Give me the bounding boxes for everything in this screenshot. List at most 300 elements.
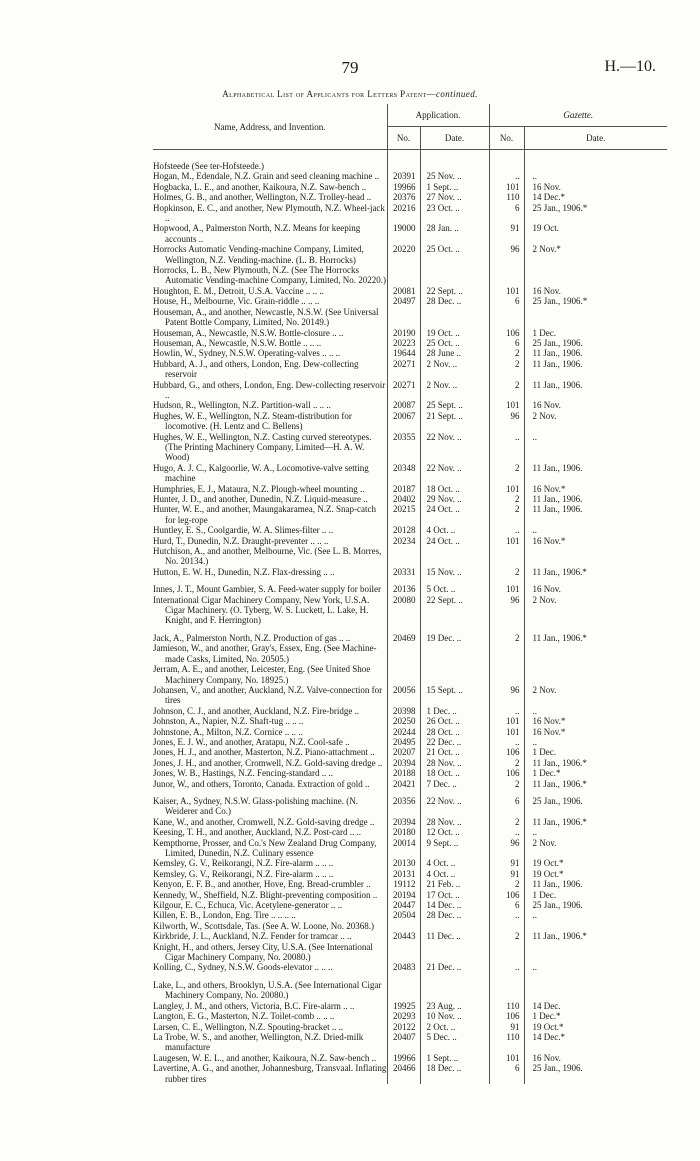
gazette-date-cell: 11 Jan., 1906.*	[532, 816, 587, 827]
application-date-cell: 22 Nov. ..	[420, 796, 489, 817]
application-number-cell: 20402	[387, 494, 420, 504]
section-spacer	[153, 577, 667, 584]
application-number-cell: 20443	[387, 931, 420, 941]
applicant-name-cell: Kilworth, W., Scottsdale, Tas. (See A. W. Loone, No. 20368.)	[153, 921, 387, 931]
gazette-date-cell: 14 Dec.*	[532, 192, 565, 203]
gazette-date-cell: ..	[532, 171, 537, 182]
table-row	[153, 307, 667, 328]
gazette-number-cell: 2	[489, 504, 524, 525]
application-number-cell: 20394	[387, 817, 420, 827]
gazette-number-cell: 101	[489, 484, 524, 494]
application-number-cell: 20348	[387, 463, 420, 484]
gazette-number-cell: 2	[489, 931, 524, 941]
table-row	[153, 380, 667, 401]
gazette-number-cell: 91	[489, 1022, 524, 1032]
applicant-name-cell: Kemsley, G. V., Reikorangi, N.Z. Fire-alarm .. .. ..	[153, 858, 387, 868]
application-number-cell	[387, 664, 420, 685]
application-date-cell: 27 Nov. ..	[420, 192, 489, 202]
gazette-number-cell: ..	[489, 171, 524, 181]
gazette-date-cell: 11 Jan., 1906.*	[532, 757, 587, 768]
applicant-name-cell: Humphries, E. J., Mataura, N.Z. Plough-wheel mounting ..	[153, 484, 387, 494]
gazette-number-cell: 101	[489, 727, 524, 737]
application-date-cell: 22 Sept. ..	[420, 595, 489, 626]
section-spacer	[153, 789, 667, 796]
application-number-cell: 20216	[387, 203, 420, 224]
table-row	[153, 359, 667, 380]
gazette-number-cell: ..	[489, 910, 524, 920]
gazette-number-cell: 2	[489, 348, 524, 358]
gazette-number-cell: 91	[489, 869, 524, 879]
gazette-date-cell: ..	[532, 962, 537, 973]
table-row	[153, 223, 667, 244]
page-title: Alphabetical List of Applicants for Letters Patent—continued.	[222, 89, 478, 99]
application-date-cell: 19 Oct. ..	[420, 328, 489, 338]
table-row	[153, 536, 667, 546]
gazette-date-cell	[524, 921, 667, 931]
gazette-number-cell	[489, 307, 524, 328]
gazette-number-cell: 2	[489, 879, 524, 889]
gazette-number-cell	[489, 546, 524, 567]
table-row	[153, 685, 667, 706]
applicant-name-cell: Langley, J. M., and others, Victoria, B.C. Fire-alarm .. ..	[153, 1001, 387, 1011]
table-body	[153, 150, 667, 1084]
table-row	[153, 931, 667, 941]
gazette-number-cell: ..	[489, 706, 524, 716]
application-date-cell	[420, 921, 489, 931]
application-number-cell: 20398	[387, 706, 420, 716]
application-date-cell: 28 June ..	[420, 348, 489, 358]
table-row	[153, 910, 667, 920]
applicant-name-cell: Kempthorne, Prosser, and Co.'s New Zealand Drug Company, Limited, Dunedin, N.Z. Culinary essence	[153, 838, 387, 859]
applicants-table	[153, 104, 667, 1084]
application-number-cell	[387, 161, 420, 171]
column-header-name: Name, Address, and Invention.	[153, 104, 387, 150]
gazette-date-cell: 16 Nov.	[532, 400, 561, 411]
gazette-date-cell: 25 Jan., 1906.	[532, 900, 583, 911]
applicant-name-cell: Johansen, V., and another, Auckland, N.Z. Valve-connection for tires	[153, 685, 387, 706]
applicant-name-cell: Jones, W. B., Hastings, N.Z. Fencing-standard .. ..	[153, 768, 387, 778]
table-row	[153, 921, 667, 931]
gazette-date-cell: 11 Jan., 1906.*	[532, 931, 587, 942]
gazette-date-cell: 19 Oct.*	[532, 868, 564, 879]
application-date-cell: 26 Oct. ..	[420, 716, 489, 726]
gazette-number-cell: ..	[489, 525, 524, 535]
application-date-cell	[420, 546, 489, 567]
gazette-number-cell: 6	[489, 900, 524, 910]
applicants-table-wrap	[153, 104, 667, 1084]
application-number-cell: 20128	[387, 525, 420, 535]
gazette-number-cell: ..	[489, 432, 524, 463]
application-number-cell: 19112	[387, 879, 420, 889]
gazette-number-cell: 2	[489, 359, 524, 380]
application-number-cell: 20087	[387, 400, 420, 410]
applicant-name-cell: Hudson, R., Wellington, N.Z. Partition-wall .. .. ..	[153, 400, 387, 410]
gazette-date-cell: 16 Nov.*	[532, 483, 566, 494]
application-date-cell: 12 Oct. ..	[420, 827, 489, 837]
gazette-date-cell: 11 Jan., 1906.	[532, 504, 583, 515]
table-row	[153, 348, 667, 358]
applicant-name-cell: Jamieson, W., and another, Gray's, Essex, Eng. (See Machine-made Casks, Limited, No. 20505.)	[153, 643, 387, 664]
application-number-cell: 19966	[387, 1053, 420, 1063]
gazette-date-cell: 1 Dec.	[532, 327, 556, 338]
application-number-cell: 20080	[387, 595, 420, 626]
gazette-date-cell: 11 Jan., 1906.*	[532, 566, 587, 577]
gazette-number-cell: 106	[489, 768, 524, 778]
gazette-date-cell: 14 Dec.*	[532, 1031, 565, 1042]
gazette-number-cell: 96	[489, 244, 524, 265]
gazette-date-cell: 16 Nov.*	[532, 716, 566, 727]
gazette-date-cell: 2 Nov.	[532, 837, 557, 848]
application-date-cell: 11 Dec. ..	[420, 931, 489, 941]
gazette-date-cell: 19 Oct.	[532, 223, 559, 234]
application-number-cell: 20067	[387, 411, 420, 432]
gazette-date-cell: ..	[532, 705, 537, 716]
application-date-cell: 28 Dec. ..	[420, 910, 489, 920]
gazette-date-cell: 16 Nov.	[532, 1052, 561, 1063]
application-date-cell: 22 Dec. ..	[420, 737, 489, 747]
column-header-application-date: Date.	[420, 127, 489, 150]
table-row	[153, 567, 667, 577]
table-row	[153, 1001, 667, 1011]
gazette-date-cell: 16 Nov.*	[532, 726, 566, 737]
application-number-cell: 19966	[387, 182, 420, 192]
applicant-name-cell: La Trobe, W. S., and another, Wellington, N.Z. Dried-milk manufacture	[153, 1032, 387, 1053]
table-row	[153, 504, 667, 525]
application-date-cell: 18 Oct. ..	[420, 768, 489, 778]
gazette-date-cell: 25 Jan., 1906.*	[532, 202, 588, 213]
application-number-cell: 20376	[387, 192, 420, 202]
gazette-date-cell: ..	[532, 827, 537, 838]
title-continued: continued.	[436, 89, 478, 99]
document-reference: H.—10.	[604, 58, 656, 75]
applicant-name-cell: Horrocks, L. B., New Plymouth, N.Z. (See The Horrocks Automatic Vending-machine Company, Limited, No. 20220.)	[153, 265, 386, 286]
table-row	[153, 890, 667, 900]
application-date-cell: 1 Dec. ..	[420, 706, 489, 716]
gazette-date-cell: ..	[532, 431, 537, 442]
application-number-cell: 20504	[387, 910, 420, 920]
gazette-date-cell: 1 Dec.	[532, 889, 556, 900]
gazette-date-cell: 1 Dec.*	[532, 768, 561, 779]
application-date-cell: 1 Sept. ..	[420, 1053, 489, 1063]
application-number-cell: 20187	[387, 484, 420, 494]
applicant-name-cell: Hogbacka, L. E., and another, Kaikoura, N.Z. Saw-bench ..	[153, 182, 387, 192]
page-number: 79	[341, 58, 359, 77]
gazette-date-cell	[524, 664, 667, 685]
gazette-date-cell: ..	[532, 910, 537, 921]
application-date-cell: 29 Nov. ..	[420, 494, 489, 504]
application-date-cell: 14 Dec. ..	[420, 900, 489, 910]
applicant-name-cell: Hugo, A. J. C., Kalgoorlie, W. A., Locomotive-valve setting machine	[153, 463, 387, 484]
applicant-name-cell: Lake, L., and others, Brooklyn, U.S.A. (See International Cigar Machinery Company, No. 20080.)	[153, 980, 387, 1001]
application-date-cell	[420, 980, 489, 1001]
application-date-cell: 18 Dec. ..	[420, 1063, 489, 1084]
gazette-number-cell: 106	[489, 747, 524, 757]
gazette-date-cell: 2 Nov.	[532, 684, 557, 695]
gazette-number-cell: 101	[489, 584, 524, 594]
applicant-name-cell: Hurd, T., Dunedin, N.Z. Draught-preventer .. .. ..	[153, 536, 387, 546]
table-row	[153, 192, 667, 202]
table-row	[153, 858, 667, 868]
application-number-cell: 20122	[387, 1022, 420, 1032]
application-date-cell: 18 Oct. ..	[420, 484, 489, 494]
applicant-name-cell: Horrocks Automatic Vending-machine Company, Limited, Wellington, N.Z. Vending-machine. (L. B. Horrocks)	[153, 244, 387, 265]
application-date-cell: 28 Nov. ..	[420, 817, 489, 827]
applicant-name-cell: Hopwood, A., Palmerston North, N.Z. Means for keeping accounts ..	[153, 223, 387, 244]
gazette-number-cell	[489, 921, 524, 931]
gazette-date-cell: ..	[532, 525, 537, 536]
application-number-cell: 20131	[387, 869, 420, 879]
gazette-number-cell: 106	[489, 1011, 524, 1021]
gazette-date-cell: 14 Dec.	[532, 1000, 561, 1011]
gazette-date-cell: 16 Nov.	[532, 584, 561, 595]
applicant-name-cell: Hubbard, G., and others, London, Eng. Dew-collecting reservoir ..	[153, 379, 386, 400]
gazette-date-cell: 25 Jan., 1906.	[532, 795, 583, 806]
gazette-number-cell: 91	[489, 858, 524, 868]
application-number-cell: 20421	[387, 779, 420, 789]
gazette-date-cell: ..	[532, 736, 537, 747]
application-date-cell	[420, 161, 489, 171]
gazette-number-cell: 2	[489, 758, 524, 768]
application-number-cell: 20495	[387, 737, 420, 747]
application-number-cell: 20215	[387, 504, 420, 525]
applicant-name-cell: Innes, J. T., Mount Gambier, S. A. Feed-water supply for boiler	[153, 584, 387, 594]
table-row	[153, 643, 667, 664]
gazette-number-cell: 96	[489, 685, 524, 706]
application-date-cell: 25 Nov. ..	[420, 171, 489, 181]
gazette-date-cell: 25 Jan., 1906.*	[532, 296, 588, 307]
gazette-date-cell: 16 Nov.	[532, 285, 561, 296]
applicant-name-cell: Holmes, G. B., and another, Wellington, N.Z. Trolley-head ..	[153, 192, 387, 202]
gazette-number-cell	[489, 643, 524, 664]
gazette-number-cell: 96	[489, 411, 524, 432]
gazette-number-cell: 101	[489, 182, 524, 192]
gazette-date-cell: 11 Jan., 1906.	[532, 879, 583, 890]
application-number-cell: 20355	[387, 432, 420, 463]
table-row	[153, 328, 667, 338]
application-date-cell: 15 Sept. ..	[420, 685, 489, 706]
table-row	[153, 716, 667, 726]
table-row	[153, 296, 667, 306]
table-row	[153, 286, 667, 296]
application-number-cell: 20271	[387, 380, 420, 401]
table-header	[153, 104, 667, 150]
application-number-cell: 20356	[387, 796, 420, 817]
gazette-date-cell: 16 Nov.*	[532, 535, 566, 546]
gazette-number-cell: ..	[489, 737, 524, 747]
applicant-name-cell: Johnson, C. J., and another, Auckland, N.Z. Fire-bridge ..	[153, 706, 387, 716]
applicant-name-cell: Hunter, W. E., and another, Maungakaramea, N.Z. Snap-catch for leg-rope	[153, 504, 387, 525]
applicant-name-cell: Hogan, M., Edendale, N.Z. Grain and seed cleaning machine ..	[153, 171, 387, 181]
application-date-cell: 1 Sept. ..	[420, 182, 489, 192]
table-row	[153, 838, 667, 859]
section-spacer	[153, 626, 667, 633]
application-date-cell: 22 Nov. ..	[420, 432, 489, 463]
application-date-cell: 25 Oct. ..	[420, 338, 489, 348]
applicant-name-cell: Kemsley, G. V., Reikorangi, N.Z. Fire-alarm .. .. ..	[153, 869, 387, 879]
application-number-cell: 19644	[387, 348, 420, 358]
application-number-cell: 20250	[387, 716, 420, 726]
application-number-cell	[387, 265, 420, 286]
gazette-number-cell	[489, 942, 524, 963]
applicant-name-cell: Lavertine, A. G., and another, Johannesburg, Transvaal. Inflating rubber tires	[153, 1063, 387, 1084]
application-number-cell: 20130	[387, 858, 420, 868]
section-spacer	[153, 150, 667, 162]
applicant-name-cell: Huntley, E. S., Coolgardie, W. A. Slimes-filter .. ..	[153, 525, 387, 535]
gazette-date-cell: 1 Dec.	[532, 747, 556, 758]
applicant-name-cell: Houghton, E. M., Detroit, U.S.A. Vaccine .. .. ..	[153, 286, 387, 296]
gazette-number-cell: 6	[489, 1063, 524, 1084]
table-row	[153, 338, 667, 348]
table-row	[153, 411, 667, 432]
table-row	[153, 942, 667, 963]
table-row	[153, 796, 667, 817]
column-group-application: Application.	[387, 104, 489, 127]
gazette-date-cell: 1 Dec.*	[532, 1011, 561, 1022]
gazette-date-cell: 16 Nov.	[532, 181, 561, 192]
application-date-cell: 5 Oct. ..	[420, 584, 489, 594]
applicant-name-cell: Hutchison, A., and another, Melbourne, Vic. (See L. B. Morres, No. 20134.)	[153, 546, 387, 567]
table-row	[153, 1022, 667, 1032]
table-row	[153, 161, 667, 171]
gazette-date-cell	[524, 643, 667, 664]
applicant-name-cell: International Cigar Machinery Company, New York, U.S.A. Cigar Machinery. (O. Tyberg, W. S. Luckett, L. Lake, H. Knight, and F. Herrington)	[153, 595, 387, 626]
application-number-cell: 20194	[387, 890, 420, 900]
applicant-name-cell: Kenyon, E. F. B., and another, Hove, Eng. Bread-crumbler ..	[153, 879, 387, 889]
application-number-cell: 20014	[387, 838, 420, 859]
table-row	[153, 484, 667, 494]
table-row	[153, 1011, 667, 1021]
gazette-date-cell	[524, 265, 667, 286]
gazette-number-cell: 101	[489, 286, 524, 296]
application-date-cell: 4 Oct. ..	[420, 858, 489, 868]
application-date-cell	[420, 643, 489, 664]
application-number-cell: 20447	[387, 900, 420, 910]
table-row	[153, 706, 667, 716]
gazette-date-cell: 11 Jan., 1906.	[532, 348, 583, 359]
application-date-cell: 5 Dec. ..	[420, 1032, 489, 1053]
table-row	[153, 900, 667, 910]
application-number-cell: 20056	[387, 685, 420, 706]
applicant-name-cell: Houseman, A., Newcastle, N.S.W. Bottle .. .. ..	[153, 338, 387, 348]
application-number-cell: 20136	[387, 584, 420, 594]
gazette-number-cell: 96	[489, 595, 524, 626]
table-row	[153, 525, 667, 535]
gazette-date-cell: 11 Jan., 1906.*	[532, 778, 587, 789]
gazette-number-cell: 2	[489, 567, 524, 577]
gazette-date-cell: 11 Jan., 1906.	[532, 494, 583, 504]
table-row	[153, 980, 667, 1001]
gazette-date-cell: 11 Jan., 1906.	[532, 358, 583, 369]
table-row	[153, 779, 667, 789]
table-row	[153, 817, 667, 827]
application-number-cell: 20234	[387, 536, 420, 546]
gazette-date-cell	[524, 307, 667, 328]
gazette-date-cell: 2 Nov.*	[532, 244, 561, 255]
gazette-date-cell: 2 Nov.	[532, 410, 557, 421]
application-number-cell: 20190	[387, 328, 420, 338]
gazette-number-cell: ..	[489, 962, 524, 972]
application-date-cell: 2 Oct. ..	[420, 1022, 489, 1032]
gazette-number-cell: 96	[489, 838, 524, 859]
column-header-application-no: No.	[387, 127, 420, 150]
gazette-date-cell	[524, 942, 667, 963]
applicant-name-cell: Hughes, W. E., Wellington, N.Z. Steam-distribution for locomotive. (H. Lentz and C. Bellens)	[153, 411, 387, 432]
gazette-number-cell: 6	[489, 338, 524, 348]
applicant-name-cell: House, H., Melbourne, Vic. Grain-riddle .. .. ..	[153, 296, 387, 306]
application-date-cell: 2 Nov. ..	[420, 380, 489, 401]
gazette-number-cell: 101	[489, 716, 524, 726]
column-group-gazette: Gazette.	[489, 104, 667, 127]
applicant-name-cell: Knight, H., and others, Jersey City, U.S.A. (See International Cigar Machinery Company, No. 20080.)	[153, 942, 387, 963]
applicant-name-cell: Jack, A., Palmerston North, N.Z. Production of gas .. ..	[153, 633, 387, 643]
gazette-number-cell: 2	[489, 633, 524, 643]
application-number-cell: 20207	[387, 747, 420, 757]
application-number-cell	[387, 643, 420, 664]
gazette-number-cell: 106	[489, 890, 524, 900]
application-number-cell: 20497	[387, 296, 420, 306]
table-row	[153, 1032, 667, 1053]
gazette-number-cell: ..	[489, 827, 524, 837]
application-date-cell: 7 Dec. ..	[420, 779, 489, 789]
applicant-name-cell: Kennedy, W., Sheffield, N.Z. Blight-preventing composition ..	[153, 890, 387, 900]
gazette-date-cell: 25 Jan., 1906.	[532, 337, 583, 348]
section-spacer	[153, 973, 667, 980]
applicant-name-cell: Howlin, W., Sydney, N.S.W. Operating-valves .. .. ..	[153, 348, 387, 358]
table-row	[153, 827, 667, 837]
application-date-cell: 25 Sept. ..	[420, 400, 489, 410]
applicant-name-cell: Houseman, A., Newcastle, N.S.W. Bottle-closure .. ..	[153, 328, 387, 338]
applicant-name-cell: Kolling, C., Sydney, N.S.W. Goods-elevator .. .. ..	[153, 962, 387, 972]
table-row	[153, 869, 667, 879]
applicant-name-cell: Langton, E. G., Masterton, N.Z. Toilet-comb .. .. ..	[153, 1011, 387, 1021]
gazette-number-cell: 6	[489, 796, 524, 817]
gazette-date-cell: 11 Jan., 1906.*	[532, 632, 587, 643]
applicant-name-cell: Johnstone, A., Milton, N.Z. Cornice .. .. ..	[153, 727, 387, 737]
applicant-name-cell: Kaiser, A., Sydney, N.S.W. Glass-polishing machine. (N. Weiderer and Co.)	[153, 796, 387, 817]
application-number-cell: 20271	[387, 359, 420, 380]
applicant-name-cell: Hughes, W. E., Wellington, N.Z. Casting curved stereotypes. (The Printing Machinery Company, Limited—H. A. W. Wood)	[153, 432, 387, 463]
application-date-cell: 22 Sept. ..	[420, 286, 489, 296]
table-row	[153, 664, 667, 685]
application-date-cell: 15 Nov. ..	[420, 567, 489, 577]
table-row	[153, 595, 667, 626]
gazette-number-cell: 101	[489, 536, 524, 546]
table-row	[153, 747, 667, 757]
application-number-cell: 20223	[387, 338, 420, 348]
gazette-number-cell: 110	[489, 192, 524, 202]
table-row	[153, 400, 667, 410]
application-number-cell: 20466	[387, 1063, 420, 1084]
application-number-cell: 20407	[387, 1032, 420, 1053]
application-date-cell: 21 Feb. ..	[420, 879, 489, 889]
table-row	[153, 1063, 667, 1084]
application-number-cell	[387, 942, 420, 963]
applicant-name-cell: Jones, H. J., and another, Masterton, N.Z. Piano-attachment ..	[153, 747, 387, 757]
application-number-cell: 20483	[387, 962, 420, 972]
applicant-name-cell: Hofsteede (See ter-Hofsteede.)	[153, 161, 387, 171]
table-row	[153, 494, 667, 504]
table-row	[153, 432, 667, 463]
column-header-gazette-date: Date.	[524, 127, 667, 150]
application-date-cell: 9 Sept. ..	[420, 838, 489, 859]
application-date-cell: 2 Nov. ..	[420, 359, 489, 380]
application-date-cell: 21 Oct. ..	[420, 747, 489, 757]
applicant-name-cell: Hubbard, A. J., and others, London, Eng. Dew-collecting reservoir	[153, 359, 387, 380]
applicant-name-cell: Killen, E. B., London, Eng. Tire .. .. .. ..	[153, 910, 387, 920]
table-row	[153, 768, 667, 778]
table-row	[153, 633, 667, 643]
applicant-name-cell: Larsen, C. E., Wellington, N.Z. Spouting-bracket .. ..	[153, 1022, 387, 1032]
